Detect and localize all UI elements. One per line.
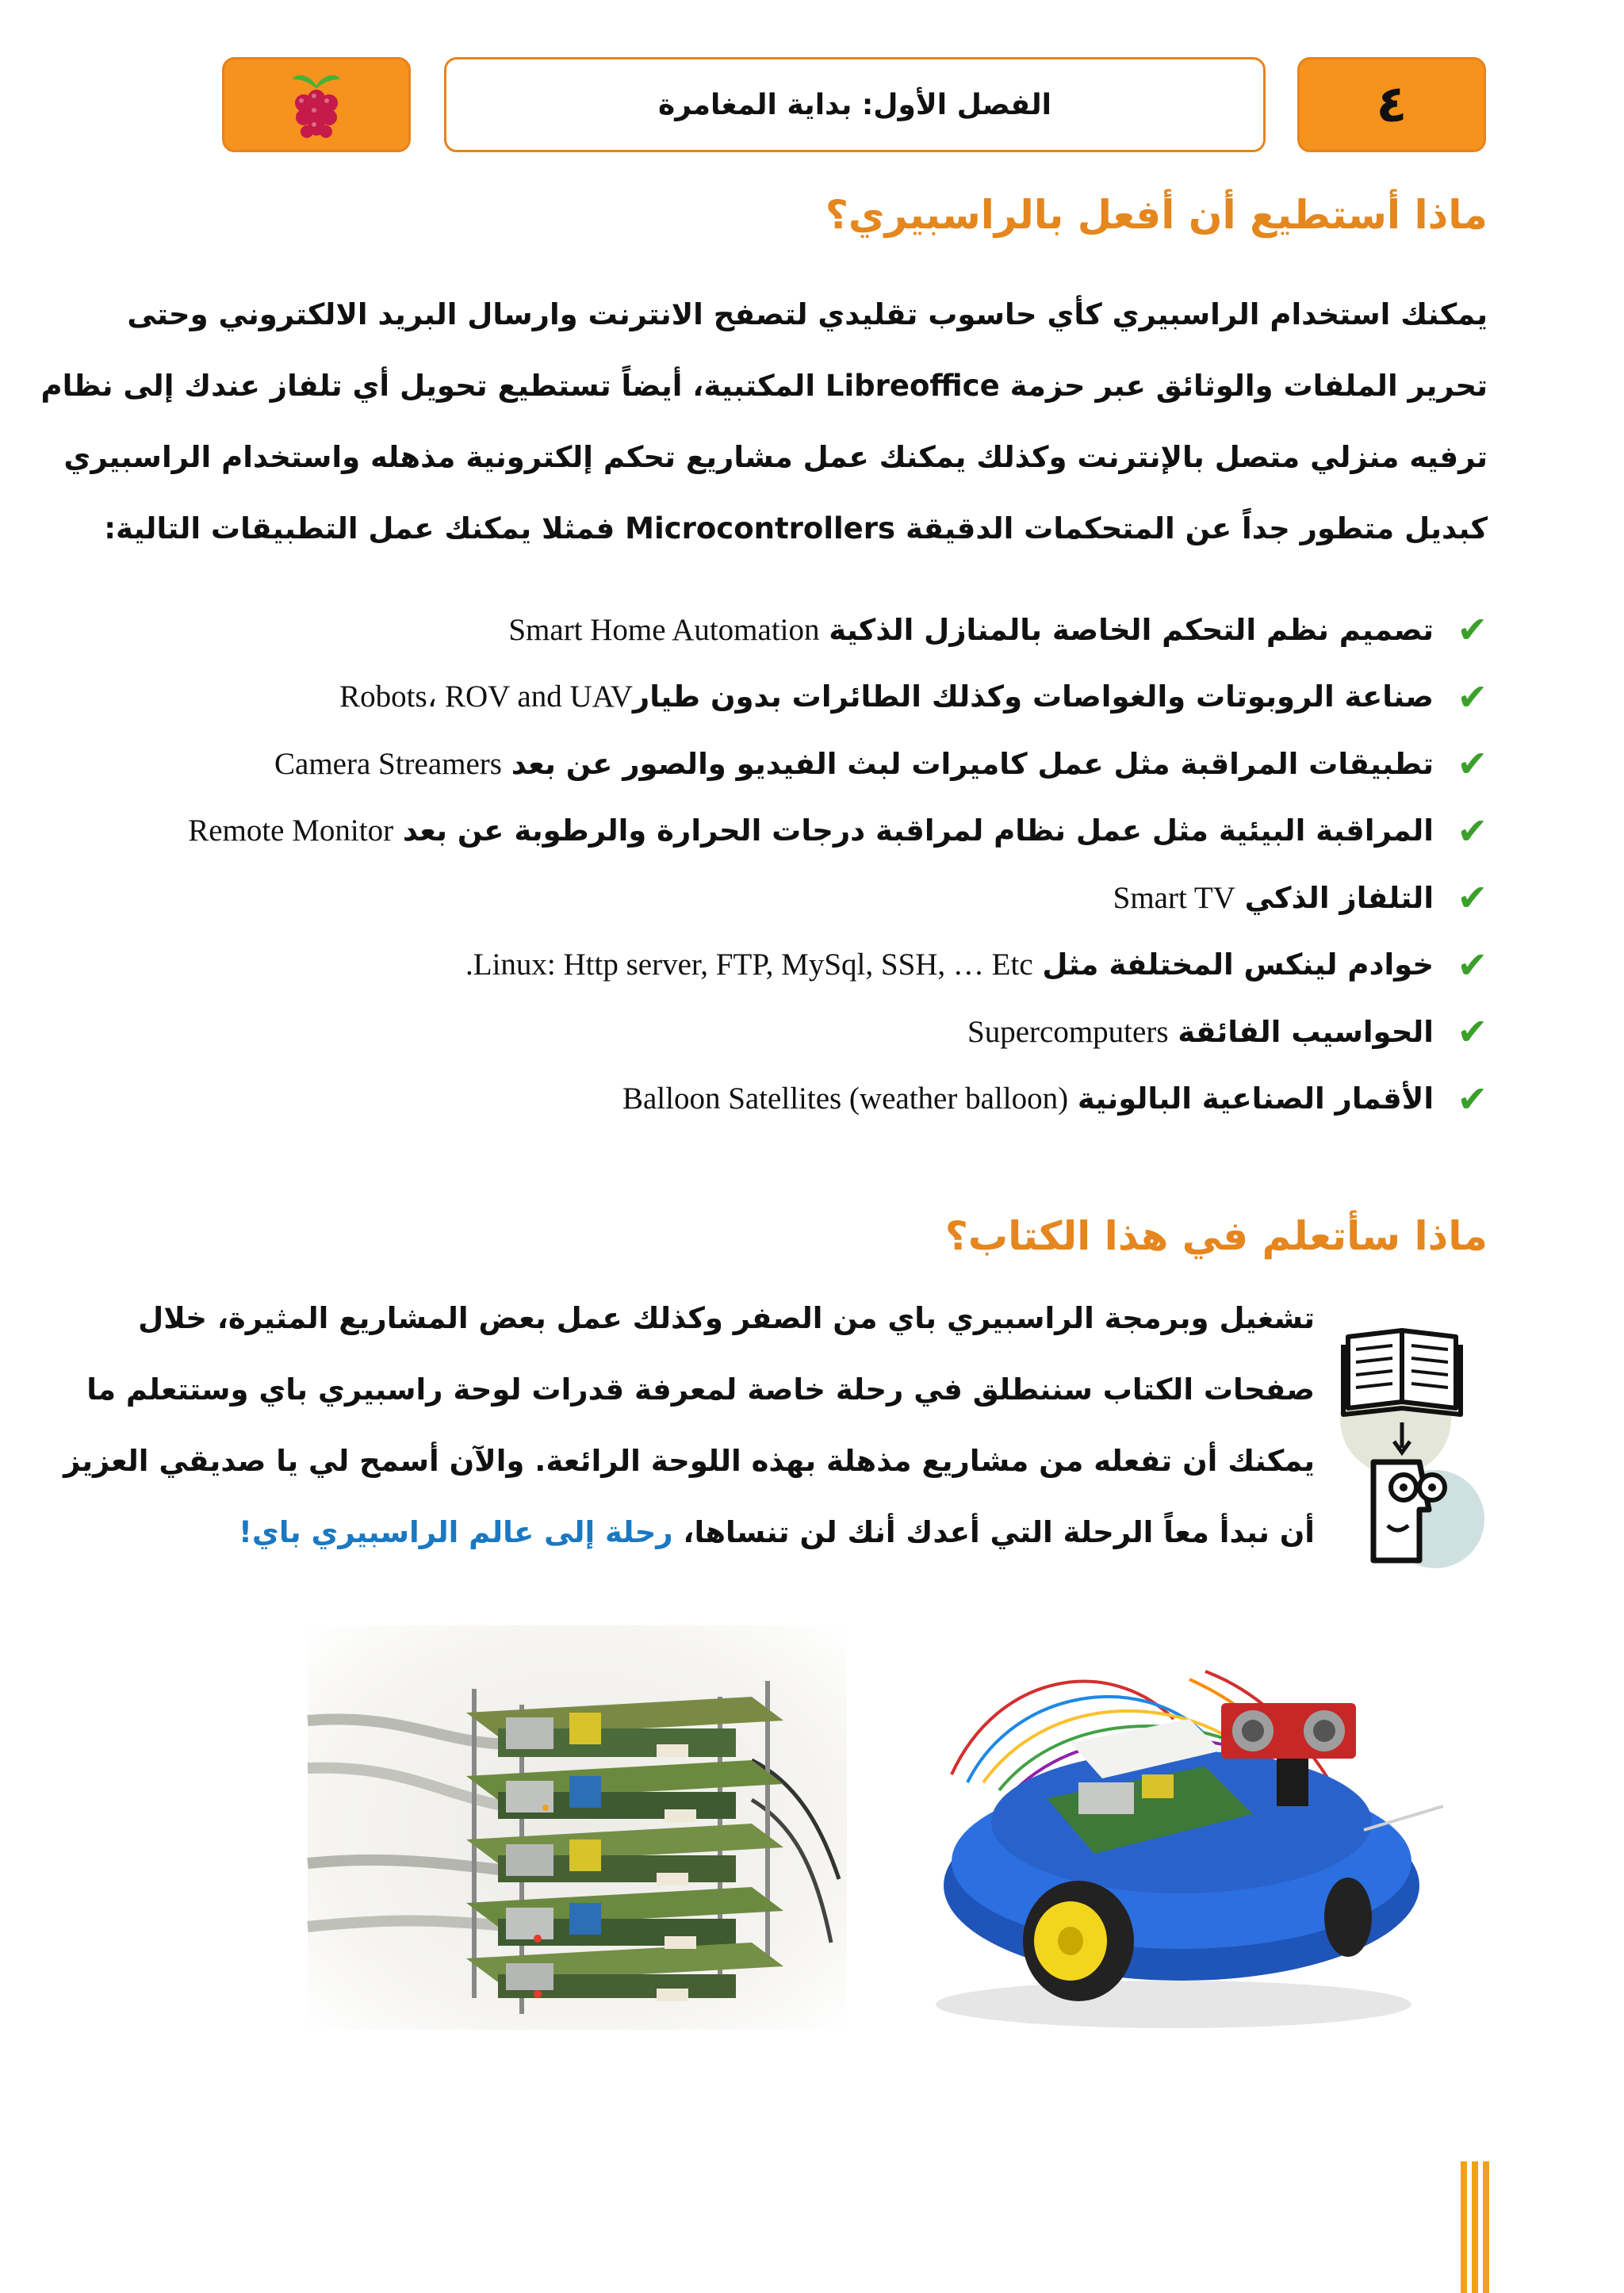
paragraph-line: ترفيه منزلي متصل بالإنترنت وكذلك يمكنك عمل مشاريع تحكم إلكترونية مذهله واستخدام الراسبيري [63,440,1488,474]
check-icon: ✔ [1457,1010,1488,1054]
item-arabic-text: تطبيقات المراقبة مثل عمل كاميرات لبث الفيديو والصور عن بعد [511,746,1434,781]
logo-box [222,57,411,152]
check-icon: ✔ [1457,876,1488,920]
check-icon: ✔ [1457,809,1488,852]
item-arabic-text: صناعة الروبوتات والغواصات وكذلك الطائرات بدون طيار [632,679,1434,714]
check-icon: ✔ [1457,675,1488,718]
list-item [188,730,1488,798]
item-english-text: Balloon Satellites (weather balloon) [622,1081,1069,1116]
item-english-text: Smart Home Automation [508,612,820,647]
section-title-what-can-i-do: ماذا أستطيع أن أفعل بالراسبيري؟ [825,192,1488,238]
paragraph-line [222,1497,1315,1568]
paragraph-line: يمكنك استخدام الراسبيري كأي حاسوب تقليدي لتصفح الانترنت وارسال البريد الالكتروني وحتى [127,297,1488,331]
learn-paragraph [63,1283,1315,1568]
book-reader-icon [1340,1323,1491,1576]
decorative-stripe [1472,2161,1478,2293]
item-english-text: Camera Streamers [274,746,502,781]
item-arabic-text: خوادم لينكس المختلفة مثل [1042,947,1434,982]
item-arabic-text: المراقبة البيئية مثل عمل نظام لمراقبة درجات الحرارة والرطوبة عن بعد [402,813,1434,848]
item-english-text: Supercomputers [967,1014,1169,1049]
item-english-text: Smart TV [1113,880,1235,915]
check-icon: ✔ [1457,742,1488,786]
check-icon: ✔ [1457,1077,1488,1120]
list-item [188,664,1488,731]
decorative-stripe [1483,2161,1489,2293]
list-item [188,998,1488,1066]
applications-list [188,596,1488,1132]
page-number: ٤ [1297,57,1486,152]
item-arabic-text: التلفاز الذكي [1244,880,1434,915]
paragraph-line: صفحات الكتاب سننطلق في رحلة خاصة لمعرفة قدرات لوحة راسبيري باي وستتعلم ما [86,1372,1315,1407]
check-icon: ✔ [1457,943,1488,986]
check-icon: ✔ [1457,608,1488,652]
item-arabic-text: الأقمار الصناعية البالونية [1077,1081,1434,1116]
decorative-stripe [1461,2161,1467,2293]
item-arabic-text: تصميم نظم التحكم الخاصة بالمنازل الذكية [829,612,1434,647]
intro-paragraph [40,279,1488,565]
section-title-what-will-i-learn: ماذا سأتعلم في هذا الكتاب؟ [944,1213,1488,1259]
paragraph-line: تحرير الملفات والوثائق عبر حزمة Libreoffice المكتبية، أيضاً تستطيع تحويل أي تلفاز عندك إلى نظام [40,369,1488,403]
journey-highlight: رحلة إلى عالم الراسبيري باي! [239,1515,673,1549]
chapter-title: الفصل الأول: بداية المغامرة [444,57,1266,152]
paragraph-line: تشغيل وبرمجة الراسبيري باي من الصفر وكذلك عمل بعض المشاريع المثيرة، خلال [138,1301,1315,1335]
last-line-text: أن نبدأ معاً الرحلة التي أعدك أنك لن تنساها، [683,1515,1315,1549]
paragraph-line: يمكنك أن تفعله من مشاريع مذهلة بهذه اللوحة الرائعة. والآن أسمح لي يا صديقي العزيز [63,1444,1315,1478]
item-english-text: Linux: Http server, FTP, MySql, SSH, … Etc. [465,947,1033,982]
list-item [188,932,1488,999]
raspberry-pi-cluster-photo [308,1625,847,2030]
list-item [188,798,1488,865]
item-english-text: Remote Monitor [188,813,394,848]
robot-illustration [904,1624,1443,2044]
item-arabic-text: الحواسيب الفائقة [1178,1014,1434,1049]
paragraph-line: كبديل متطور جداً عن المتحكمات الدقيقة Microcontrollers فمثلا يمكنك عمل التطبيقات التالية: [104,511,1488,545]
list-item [188,596,1488,664]
item-english-text: Robots، ROV and UAV [339,679,633,714]
cluster-illustration [308,1625,847,2030]
raspberry-pi-logo [285,68,348,141]
robot-car-photo [904,1624,1443,2044]
list-item [188,864,1488,932]
list-item [188,1066,1488,1133]
